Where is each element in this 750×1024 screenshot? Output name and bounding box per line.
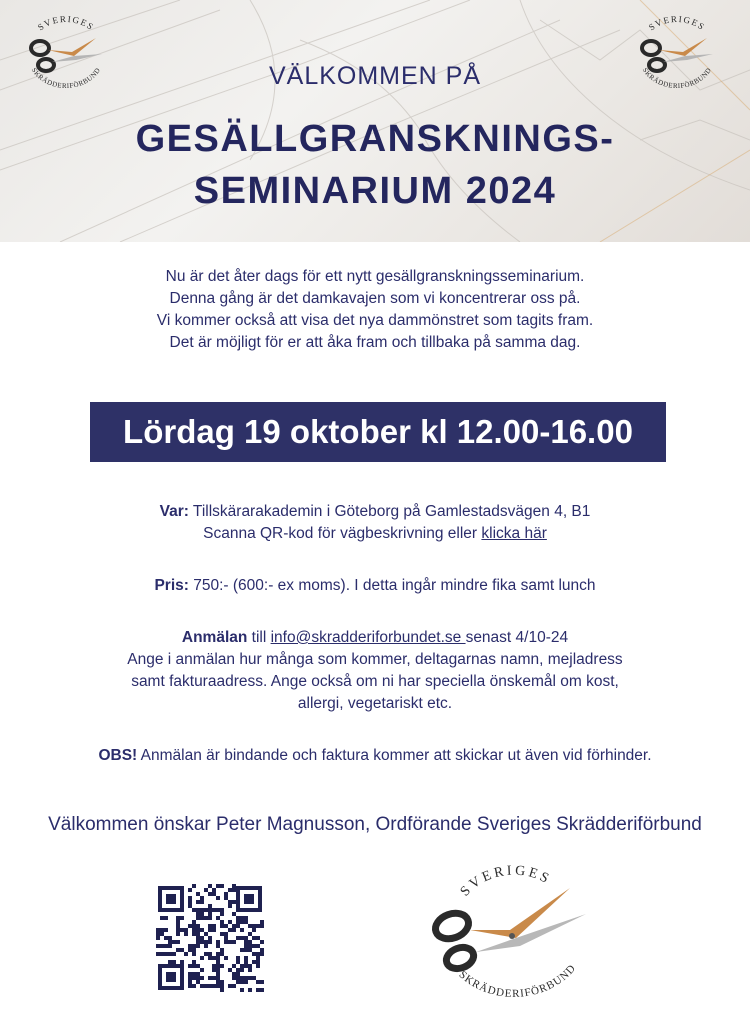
logo-arc-bottom: SKRÄDDERIFÖRBUND [456,962,579,1001]
hero-banner [0,0,750,242]
registration-section [0,627,750,715]
page-title-line2: SEMINARIUM 2024 [193,170,557,212]
registration-detail-line: samt fakturaadress. Ange också om ni har speciella önskemål om kost, [131,673,619,690]
logo-arc-top: SVERIGES [646,13,708,33]
intro-text [0,266,750,354]
location-text: Tillskärarakademin i Göteborg på Gamlestadsvägen 4, B1 [188,503,591,520]
page-title-line1: GESÄLLGRANSKNINGS- [135,118,615,160]
notice-label: OBS! [98,747,138,764]
location-label: Var: [159,503,189,520]
logo-arc-bottom: SKRÄDDERIFÖRBUND [640,66,714,90]
logo-arc-top: SVERIGES [457,863,554,900]
welcome-heading: VÄLKOMMEN PÅ [268,62,482,90]
intro-line: Nu är det åter dags för ett nytt gesällgranskningsseminarium. [165,268,585,285]
intro-line: Vi kommer också att visa det nya dammönstret som tagits fram. [156,312,594,329]
svg-text:SVERIGES [36,14,96,33]
intro-line: Det är möjligt för er att åka fram och tillbaka på samma dag. [169,334,581,351]
directions-link[interactable]: klicka här [481,525,547,542]
logo-arc-bottom: SKRÄDDERIFÖRBUND [29,66,103,90]
registration-detail-line: allergi, vegetariskt etc. [297,695,453,712]
svg-text:SKRÄDDERIFÖRBUND [456,962,578,1000]
directions-line [0,523,750,545]
location-line [0,501,750,523]
svg-text:SVERIGES [647,14,707,33]
notice-text: Anmälan är bindande och faktura kommer att skickar ut även vid förhinder. [137,747,652,764]
price-section [0,575,750,597]
registration-line [0,627,750,649]
registration-detail-line: Ange i anmälan hur många som kommer, deltagarnas namn, mejladress [127,651,623,668]
intro-line: Denna gång är det damkavajen som vi koncentrerar oss på. [169,290,581,307]
scissors-icon [420,858,600,1003]
qr-code-icon[interactable] [156,884,264,992]
directions-text: Scanna QR-kod för vägbeskrivning eller [203,525,482,542]
closing-signature: Välkommen önskar Peter Magnusson, Ordförande Sveriges Skrädderiförbund [48,814,702,835]
registration-deadline: senast 4/10-24 [465,629,569,646]
registration-label: Anmälan [181,629,248,646]
registration-email-link[interactable]: info@skradderiforbundet.se [270,629,466,646]
notice-section [0,745,750,767]
price-text: 750:- (600:- ex moms). I detta ingår mindre fika samt lunch [188,577,596,594]
svg-text:SVERIGES [458,863,554,899]
location-section [0,501,750,545]
registration-pre: till [247,629,271,646]
event-date-banner: Lördag 19 oktober kl 12.00-16.00 [90,402,666,462]
price-label: Pris: [154,577,189,594]
logo-arc-top: SVERIGES [35,13,97,33]
